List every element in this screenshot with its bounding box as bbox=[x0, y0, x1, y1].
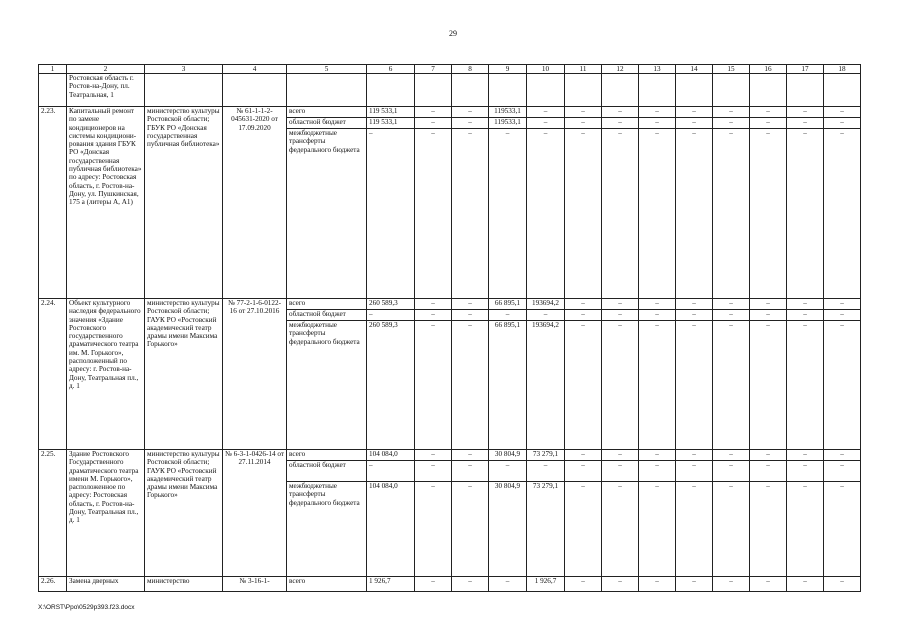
amount-cell: – bbox=[824, 482, 861, 577]
amount-cell: – bbox=[750, 482, 787, 577]
header-cell: 5 bbox=[287, 65, 367, 74]
header-cell: 6 bbox=[367, 65, 415, 74]
document-ref: № 61-1-1-2-045631-2020 от 17.09.2020 bbox=[223, 107, 287, 299]
amount-cell: 193694,2 bbox=[527, 299, 565, 310]
cell-empty bbox=[602, 74, 639, 107]
amount-cell: – bbox=[824, 461, 861, 482]
cell-empty bbox=[415, 74, 452, 107]
amount-cell: – bbox=[367, 310, 415, 321]
amount-cell: – bbox=[489, 461, 527, 482]
header-cell: 10 bbox=[527, 65, 565, 74]
header-cell: 9 bbox=[489, 65, 527, 74]
amount-cell: – bbox=[415, 118, 452, 129]
amount-cell: 73 279,1 bbox=[527, 482, 565, 577]
amount-cell: – bbox=[602, 482, 639, 577]
amount-cell: – bbox=[676, 118, 713, 129]
funding-source: всего bbox=[287, 450, 367, 461]
header-cell: 1 bbox=[39, 65, 67, 74]
amount-cell: – bbox=[713, 577, 750, 592]
amount-cell: – bbox=[602, 321, 639, 450]
amount-cell: 30 804,9 bbox=[489, 482, 527, 577]
document-ref: № 6-3-1-0426-14 от 27.11.2014 bbox=[223, 450, 287, 577]
funding-source: всего bbox=[287, 577, 367, 592]
amount-cell: – bbox=[750, 577, 787, 592]
amount-cell: – bbox=[602, 577, 639, 592]
amount-cell: – bbox=[452, 482, 489, 577]
cell-empty bbox=[565, 74, 602, 107]
amount-cell: – bbox=[750, 461, 787, 482]
amount-cell: – bbox=[415, 461, 452, 482]
amount-cell: – bbox=[527, 107, 565, 118]
amount-cell: – bbox=[367, 461, 415, 482]
funding-source: всего bbox=[287, 107, 367, 118]
amount-cell: – bbox=[676, 310, 713, 321]
continuation-row bbox=[39, 74, 861, 107]
amount-cell: – bbox=[489, 129, 527, 299]
amount-cell: – bbox=[639, 129, 676, 299]
amount-cell: – bbox=[750, 450, 787, 461]
amount-cell: – bbox=[565, 461, 602, 482]
amount-cell: – bbox=[787, 461, 824, 482]
amount-cell: – bbox=[639, 321, 676, 450]
amount-cell: 119 533,1 bbox=[367, 107, 415, 118]
amount-cell: – bbox=[713, 482, 750, 577]
amount-cell: 1 926,7 bbox=[527, 577, 565, 592]
cell-empty bbox=[750, 74, 787, 107]
amount-cell: – bbox=[787, 482, 824, 577]
amount-cell: – bbox=[452, 450, 489, 461]
amount-cell: – bbox=[452, 107, 489, 118]
cell-empty bbox=[452, 74, 489, 107]
page-number: 29 bbox=[449, 29, 457, 38]
header-cell: 7 bbox=[415, 65, 452, 74]
table-row bbox=[39, 577, 861, 592]
amount-cell: 119533,1 bbox=[489, 118, 527, 129]
organization: министерство культуры Ростовской области; ГАУК РО «Ростовский академический театр драмы имени Максима Горького» bbox=[145, 450, 223, 577]
amount-cell: – bbox=[415, 129, 452, 299]
object-description: Здание Ростовского Государственного драматического театра имени М. Горького», расположенное по адресу: Ростовская область, г. Ростов-на-Дону, Театральная пл., д. 1 bbox=[67, 450, 145, 577]
row-number: 2.23. bbox=[39, 107, 67, 299]
header-row bbox=[39, 65, 861, 74]
header-cell: 16 bbox=[750, 65, 787, 74]
amount-cell: 193694,2 bbox=[527, 321, 565, 450]
amount-cell: – bbox=[676, 299, 713, 310]
table-row bbox=[39, 450, 861, 461]
amount-cell: – bbox=[713, 461, 750, 482]
amount-cell: – bbox=[565, 450, 602, 461]
amount-cell: – bbox=[565, 577, 602, 592]
amount-cell: – bbox=[713, 299, 750, 310]
amount-cell: – bbox=[787, 299, 824, 310]
amount-cell: – bbox=[527, 118, 565, 129]
cell-empty bbox=[39, 74, 67, 107]
funding-source: областной бюджет bbox=[287, 310, 367, 321]
cell-empty bbox=[287, 74, 367, 107]
amount-cell: – bbox=[787, 107, 824, 118]
amount-cell: – bbox=[639, 461, 676, 482]
amount-cell: – bbox=[713, 310, 750, 321]
budget-table bbox=[38, 64, 861, 592]
amount-cell: – bbox=[602, 461, 639, 482]
header-cell: 15 bbox=[713, 65, 750, 74]
amount-cell: – bbox=[415, 577, 452, 592]
amount-cell: – bbox=[787, 321, 824, 450]
amount-cell: – bbox=[676, 129, 713, 299]
object-description: Капитальный ремонт по замене кондиционеров на системы кондициони-рования здания ГБУК РО «Донская государственная публичная библиотека» по адресу: Ростовская область, г. Ростов-на-Дону, ул. Пушкинская, 175 а (литеры А, А1) bbox=[67, 107, 145, 299]
amount-cell: – bbox=[750, 129, 787, 299]
amount-cell: – bbox=[824, 450, 861, 461]
amount-cell: – bbox=[824, 321, 861, 450]
amount-cell: – bbox=[452, 310, 489, 321]
amount-cell: – bbox=[639, 107, 676, 118]
amount-cell: – bbox=[824, 310, 861, 321]
object-description: Ростовская область г. Ростов-на-Дону, пл. Театральная, 1 bbox=[67, 74, 145, 107]
organization: министерство культуры Ростовской области; ГАУК РО «Ростовский академический театр драмы имени Максима Горького» bbox=[145, 299, 223, 450]
amount-cell: – bbox=[415, 299, 452, 310]
amount-cell: – bbox=[565, 321, 602, 450]
amount-cell: – bbox=[489, 310, 527, 321]
amount-cell: – bbox=[713, 129, 750, 299]
amount-cell: 104 084,0 bbox=[367, 450, 415, 461]
funding-source: межбюджетные трансферты федерального бюджета bbox=[287, 129, 367, 299]
header-cell: 3 bbox=[145, 65, 223, 74]
amount-cell: 73 279,1 bbox=[527, 450, 565, 461]
organization: министерство культуры Ростовской области; ГБУК РО «Донская государственная публичная библиотека» bbox=[145, 107, 223, 299]
amount-cell: – bbox=[676, 461, 713, 482]
file-path-footer: X:\ORST\Ppo\0529p393.f23.docx bbox=[38, 604, 135, 611]
row-number: 2.24. bbox=[39, 299, 67, 450]
amount-cell: – bbox=[750, 299, 787, 310]
amount-cell: – bbox=[639, 118, 676, 129]
amount-cell: – bbox=[787, 577, 824, 592]
cell-empty bbox=[527, 74, 565, 107]
header-cell: 18 bbox=[824, 65, 861, 74]
header-cell: 14 bbox=[676, 65, 713, 74]
amount-cell: – bbox=[415, 321, 452, 450]
funding-source: межбюджетные трансферты федерального бюджета bbox=[287, 321, 367, 450]
amount-cell: – bbox=[787, 450, 824, 461]
object-description: Замена дверных bbox=[67, 577, 145, 592]
amount-cell: – bbox=[602, 129, 639, 299]
amount-cell: – bbox=[565, 482, 602, 577]
amount-cell: – bbox=[824, 118, 861, 129]
amount-cell: 66 895,1 bbox=[489, 321, 527, 450]
amount-cell: – bbox=[452, 461, 489, 482]
amount-cell: – bbox=[565, 129, 602, 299]
amount-cell: – bbox=[602, 310, 639, 321]
amount-cell: – bbox=[787, 129, 824, 299]
amount-cell: – bbox=[639, 450, 676, 461]
amount-cell: 119 533,1 bbox=[367, 118, 415, 129]
amount-cell: – bbox=[415, 310, 452, 321]
amount-cell: – bbox=[750, 107, 787, 118]
amount-cell: 119533,1 bbox=[489, 107, 527, 118]
table-row bbox=[39, 299, 861, 310]
header-cell: 13 bbox=[639, 65, 676, 74]
amount-cell: – bbox=[602, 118, 639, 129]
amount-cell: – bbox=[565, 310, 602, 321]
amount-cell: – bbox=[750, 118, 787, 129]
amount-cell: – bbox=[452, 577, 489, 592]
cell-empty bbox=[787, 74, 824, 107]
document-ref: № 77-2-1-6-0122-16 от 27.10.2016 bbox=[223, 299, 287, 450]
amount-cell: – bbox=[676, 107, 713, 118]
amount-cell: – bbox=[452, 321, 489, 450]
cell-empty bbox=[489, 74, 527, 107]
amount-cell: – bbox=[824, 107, 861, 118]
amount-cell: – bbox=[787, 310, 824, 321]
header-cell: 4 bbox=[223, 65, 287, 74]
amount-cell: – bbox=[639, 577, 676, 592]
amount-cell: – bbox=[676, 450, 713, 461]
header-cell: 17 bbox=[787, 65, 824, 74]
amount-cell: – bbox=[787, 118, 824, 129]
amount-cell: – bbox=[452, 118, 489, 129]
amount-cell: – bbox=[527, 310, 565, 321]
row-number: 2.26. bbox=[39, 577, 67, 592]
amount-cell: – bbox=[489, 577, 527, 592]
cell-empty bbox=[145, 74, 223, 107]
cell-empty bbox=[223, 74, 287, 107]
amount-cell: – bbox=[415, 107, 452, 118]
amount-cell: 30 804,9 bbox=[489, 450, 527, 461]
funding-source: областной бюджет bbox=[287, 118, 367, 129]
amount-cell: – bbox=[602, 450, 639, 461]
cell-empty bbox=[824, 74, 861, 107]
amount-cell: – bbox=[824, 129, 861, 299]
amount-cell: – bbox=[676, 577, 713, 592]
funding-source: всего bbox=[287, 299, 367, 310]
amount-cell: – bbox=[415, 450, 452, 461]
amount-cell: – bbox=[367, 129, 415, 299]
funding-source: областной бюджет bbox=[287, 461, 367, 482]
amount-cell: 104 084,0 bbox=[367, 482, 415, 577]
amount-cell: – bbox=[713, 118, 750, 129]
cell-empty bbox=[713, 74, 750, 107]
amount-cell: – bbox=[639, 299, 676, 310]
amount-cell: – bbox=[602, 299, 639, 310]
amount-cell: – bbox=[713, 450, 750, 461]
amount-cell: – bbox=[565, 118, 602, 129]
amount-cell: – bbox=[452, 299, 489, 310]
cell-empty bbox=[639, 74, 676, 107]
document-ref: № 3-16-1- bbox=[223, 577, 287, 592]
amount-cell: – bbox=[452, 129, 489, 299]
amount-cell: 1 926,7 bbox=[367, 577, 415, 592]
cell-empty bbox=[367, 74, 415, 107]
amount-cell: – bbox=[824, 299, 861, 310]
amount-cell: – bbox=[713, 107, 750, 118]
amount-cell: – bbox=[676, 482, 713, 577]
header-cell: 12 bbox=[602, 65, 639, 74]
amount-cell: 66 895,1 bbox=[489, 299, 527, 310]
amount-cell: – bbox=[824, 577, 861, 592]
header-cell: 2 bbox=[67, 65, 145, 74]
funding-source: межбюджетные трансферты федерального бюджета bbox=[287, 482, 367, 577]
amount-cell: – bbox=[676, 321, 713, 450]
amount-cell: – bbox=[602, 107, 639, 118]
amount-cell: – bbox=[565, 107, 602, 118]
table-row bbox=[39, 107, 861, 118]
header-cell: 11 bbox=[565, 65, 602, 74]
header-cell: 8 bbox=[452, 65, 489, 74]
row-number: 2.25. bbox=[39, 450, 67, 577]
amount-cell: – bbox=[527, 461, 565, 482]
amount-cell: – bbox=[527, 129, 565, 299]
organization: министерство bbox=[145, 577, 223, 592]
amount-cell: – bbox=[750, 321, 787, 450]
amount-cell: 260 589,3 bbox=[367, 321, 415, 450]
amount-cell: – bbox=[415, 482, 452, 577]
amount-cell: 260 589,3 bbox=[367, 299, 415, 310]
amount-cell: – bbox=[639, 482, 676, 577]
amount-cell: – bbox=[750, 310, 787, 321]
amount-cell: – bbox=[565, 299, 602, 310]
object-description: Объект культурного наследия федерального значения «Здание Ростовского государственного драматического театра им. М. Горького», расположенный по адресу: г. Ростов-на-Дону, Театральная пл., д. 1 bbox=[67, 299, 145, 450]
amount-cell: – bbox=[713, 321, 750, 450]
cell-empty bbox=[676, 74, 713, 107]
amount-cell: – bbox=[639, 310, 676, 321]
